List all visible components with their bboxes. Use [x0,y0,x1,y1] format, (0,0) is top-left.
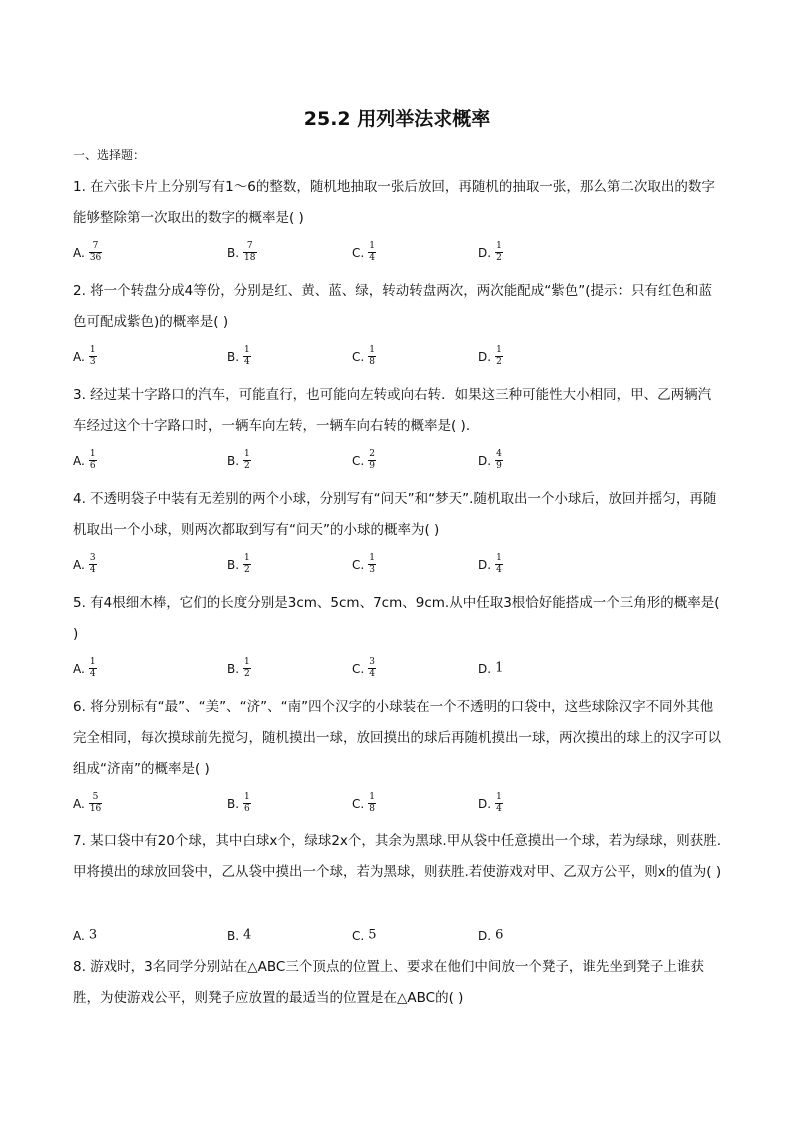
question-3-option-c[interactable] [352,450,376,471]
question-5-option-d[interactable] [478,658,503,679]
option-label: C. [352,557,365,572]
question-7-option-a[interactable] [73,925,97,946]
fraction: $\frac{1}{4}$ [89,657,96,679]
option-value: 4 [243,927,252,943]
question-4-stem: 4. 不透明袋子中装有无差别的两个小球，分别写有“问天”和“梦天”.随机取出一个小球后，放回并摇匀，再随机取出一个小球，则两次都取到写有“问天”的小球的概率为( ) [73,491,717,538]
fraction: $\frac{1}{4}$ [369,241,375,263]
option-label: D. [478,557,492,572]
fraction: $\frac{5}{16}$ [89,792,102,814]
option-label: C. [352,661,365,676]
fraction: $\frac{1}{2}$ [244,553,250,575]
option-label: A. [73,453,85,468]
question-5-option-a[interactable] [73,658,97,679]
question-6-option-d[interactable] [478,793,503,814]
question-3-option-d[interactable] [478,450,503,471]
fraction: $\frac{1}{3}$ [89,345,96,367]
question-4-option-a[interactable] [73,554,97,575]
question-7-option-d[interactable] [478,925,503,946]
fraction: $\frac{1}{4}$ [496,792,502,814]
question-3-stem: 3. 经过某十字路口的汽车，可能直行，也可能向左转或向右转．如果这三种可能性大小相同，甲、乙两辆汽车经过这个十字路口时，一辆车向左转，一辆车向右转的概率是( )． [73,387,712,434]
option-value: 6 [495,927,504,943]
fraction: $\frac{1}{4}$ [244,345,250,367]
option-label: D. [478,928,492,943]
fraction: $\frac{7}{18}$ [244,241,256,263]
fraction: $\frac{7}{36}$ [89,241,102,263]
option-label: C. [352,453,365,468]
option-value: 5 [368,927,377,943]
fraction: $\frac{1}{4}$ [496,553,502,575]
question-7-stem: 7. 某口袋中有20个球，其中白球x个，绿球2x个，其余为黑球.甲从袋中任意摸出一个球，若为绿球，则获胜.甲将摸出的球放回袋中，乙从袋中摸出一个球，若为黑球，则获胜.若使游戏对甲、乙双方公平，则x的值为( ) [73,833,722,880]
question-7-option-b[interactable] [227,925,251,946]
question-1-option-d[interactable] [478,242,503,263]
question-4-option-c[interactable] [352,554,376,575]
fraction: $\frac{1}{8}$ [369,792,375,814]
option-label: B. [227,349,240,364]
question-2-option-a[interactable] [73,346,97,367]
option-label: D. [478,661,492,676]
question-6-stem: 6. 将分别标有“最”、“美”、“济”、“南”四个汉字的小球装在一个不透明的口袋中，这些球除汉字不同外其他完全相同，每次摸球前先搅匀，随机摸出一球，放回摸出的球后再随机摸出一球，两次摸出的球上的汉字可以组成“济南”的概率是( ) [73,699,721,777]
option-label: C. [352,245,365,260]
fraction: $\frac{1}{6}$ [89,449,96,471]
question-1-option-c[interactable] [352,242,376,263]
option-label: A. [73,796,85,811]
fraction: $\frac{1}{6}$ [244,792,250,814]
option-value: 3 [88,927,98,943]
option-label: A. [73,349,85,364]
option-label: D. [478,349,492,364]
option-label: A. [73,928,85,943]
question-1-stem: 1. 在六张卡片上分别写有1～6的整数，随机地抽取一张后放回，再随机的抽取一张，那么第二次取出的数字能够整除第一次取出的数字的概率是( ) [73,179,715,226]
option-label: C. [352,349,365,364]
option-label: B. [227,453,240,468]
question-7-option-c[interactable] [352,925,376,946]
question-3-option-a[interactable] [73,450,97,471]
question-8-stem: 8. 游戏时，3名同学分别站在△ABC三个顶点的位置上、要求在他们中间放一个凳子，谁先坐到凳子上谁获胜，为使游戏公平，则凳子应放置的最适当的位置是在△ABC的( ) [73,959,704,1006]
fraction: $\frac{1}{2}$ [244,449,250,471]
question-6-option-a[interactable] [73,793,102,814]
option-label: C. [352,796,365,811]
question-5-option-c[interactable] [352,658,376,679]
section-heading: 一、选择题： [73,148,146,162]
question-6-option-b[interactable] [227,793,251,814]
option-label: B. [227,245,240,260]
option-label: A. [73,557,85,572]
question-4-option-b[interactable] [227,554,251,575]
fraction: $\frac{1}{3}$ [369,553,375,575]
option-value: 1 [495,660,504,676]
question-2-stem: 2. 将一个转盘分成4等份，分别是红、黄、蓝、绿，转动转盘两次，两次能配成“紫色”(提示：只有红色和蓝色可配成紫色)的概率是( ) [73,283,713,330]
fraction: $\frac{1}{2}$ [496,345,502,367]
question-3-option-b[interactable] [227,450,251,471]
option-label: C. [352,928,365,943]
option-label: D. [478,245,492,260]
option-label: B. [227,557,240,572]
question-2-option-c[interactable] [352,346,376,367]
fraction: $\frac{4}{9}$ [496,449,502,471]
question-1-option-a[interactable] [73,242,102,263]
fraction: $\frac{1}{8}$ [369,345,375,367]
question-5-stem: 5. 有4根细木棒，它们的长度分别是3cm、5cm、7cm、9cm.从中任取3根恰好能搭成一个三角形的概率是( ) [73,595,720,642]
question-2-option-b[interactable] [227,346,251,367]
option-label: B. [227,661,240,676]
option-label: B. [227,796,240,811]
question-5-option-b[interactable] [227,658,251,679]
fraction: $\frac{2}{9}$ [369,449,375,471]
fraction: $\frac{3}{4}$ [369,657,375,679]
question-4-option-d[interactable] [478,554,503,575]
fraction: $\frac{3}{4}$ [89,553,96,575]
document-title: 25.2 用列举法求概率 [303,108,491,130]
question-6-option-c[interactable] [352,793,376,814]
question-2-option-d[interactable] [478,346,503,367]
option-label: D. [478,453,492,468]
question-1-option-b[interactable] [227,242,257,263]
option-label: A. [73,245,85,260]
fraction: $\frac{1}{2}$ [244,657,250,679]
option-label: A. [73,661,85,676]
fraction: $\frac{1}{2}$ [496,241,502,263]
option-label: D. [478,796,492,811]
option-label: B. [227,928,240,943]
